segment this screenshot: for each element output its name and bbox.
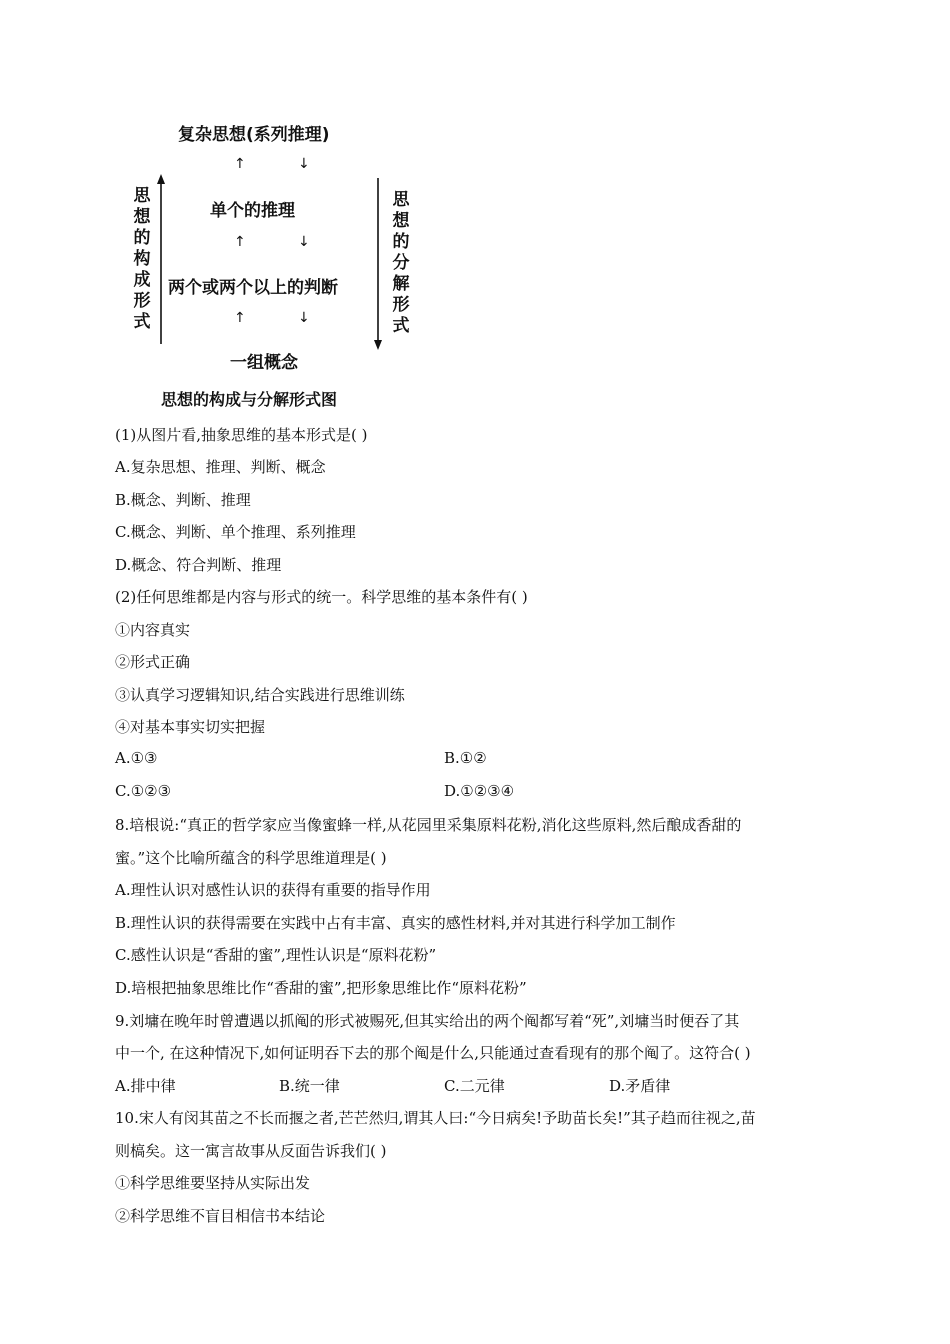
long-up-arrow-icon [156,174,166,344]
question-10-item-1: ①科学思维要坚持从实际出发 [115,1174,311,1192]
question-9-option-b: B.统一律 [279,1077,340,1095]
question-10-stem-line-2: 则槁矣。这一寓言故事从反面告诉我们( ) [115,1142,387,1160]
question-2-item-4: ④对基本事实切实把握 [115,718,266,736]
diagram-level3-label: 两个或两个以上的判断 [168,278,338,298]
down-arrow-icon: ↓ [298,234,310,250]
question-8-stem-line-2: 蜜。”这个比喻所蕴含的科学思维道理是( ) [115,849,387,867]
question-8-stem-line-1: 8.培根说:“真正的哲学家应当像蜜蜂一样,从花园里采集原料花粉,消化这些原料,然后酿成香甜的 [115,816,742,834]
question-1-option-b: B.概念、判断、推理 [115,491,251,509]
down-arrow-icon: ↓ [298,310,310,326]
question-8-option-c: C.感性认识是“香甜的蜜”,理性认识是“原料花粉” [115,946,437,964]
question-8-option-b: B.理性认识的获得需要在实践中占有丰富、真实的感性材料,并对其进行科学加工制作 [115,914,676,932]
question-9-stem-line-2: 中一个, 在这种情况下,如何证明吞下去的那个阄是什么,只能通过查看现有的那个阄了。这符合( ) [115,1044,751,1062]
question-10-item-2: ②科学思维不盲目相信书本结论 [115,1207,326,1225]
diagram-caption: 思想的构成与分解形式图 [161,390,338,409]
diagram-right-label: 思想的分解形式 [392,190,410,336]
question-1-stem: (1)从图片看,抽象思维的基本形式是( ) [115,426,368,444]
question-1-option-c: C.概念、判断、单个推理、系列推理 [115,523,356,541]
question-1-option-a: A.复杂思想、推理、判断、概念 [115,458,326,476]
question-8-option-d: D.培根把抽象思维比作“香甜的蜜”,把形象思维比作“原料花粉” [115,979,527,997]
question-2-item-3: ③认真学习逻辑知识,结合实践进行思维训练 [115,686,405,704]
question-9-option-d: D.矛盾律 [609,1077,671,1095]
question-2-item-2: ②形式正确 [115,653,191,671]
question-2-option-d: D.①②③④ [444,782,515,800]
up-arrow-icon: ↑ [234,234,246,250]
diagram-left-label: 思想的构成形式 [133,186,151,332]
question-2-option-c: C.①②③ [115,782,172,800]
up-arrow-icon: ↑ [234,310,246,326]
up-arrow-icon: ↑ [234,156,246,172]
question-8-option-a: A.理性认识对感性认识的获得有重要的指导作用 [115,881,431,899]
question-9-option-a: A.排中律 [115,1077,176,1095]
question-2-stem: (2)任何思维都是内容与形式的统一。科学思维的基本条件有( ) [115,588,528,606]
question-10-stem-line-1: 10.宋人有闵其苗之不长而揠之者,芒芒然归,谓其人曰:“今日病矣!予助苗长矣!”其子趋而往视之,苗 [115,1109,756,1127]
down-arrow-icon: ↓ [298,156,310,172]
long-down-arrow-icon [373,178,383,350]
question-2-item-1: ①内容真实 [115,621,191,639]
thought-structure-diagram [120,112,420,392]
question-1-option-d: D.概念、符合判断、推理 [115,556,282,574]
diagram-level2-label: 单个的推理 [210,201,295,221]
question-2-option-b: B.①② [444,749,487,767]
diagram-top-label: 复杂思想(系列推理) [178,125,330,145]
question-9-option-c: C.二元律 [444,1077,505,1095]
question-2-option-a: A.①③ [115,749,158,767]
question-9-stem-line-1: 9.刘墉在晚年时曾遭遇以抓阄的形式被赐死,但其实给出的两个阄都写着“死”,刘墉当时便吞了其 [115,1012,740,1030]
diagram-bottom-label: 一组概念 [230,353,298,373]
